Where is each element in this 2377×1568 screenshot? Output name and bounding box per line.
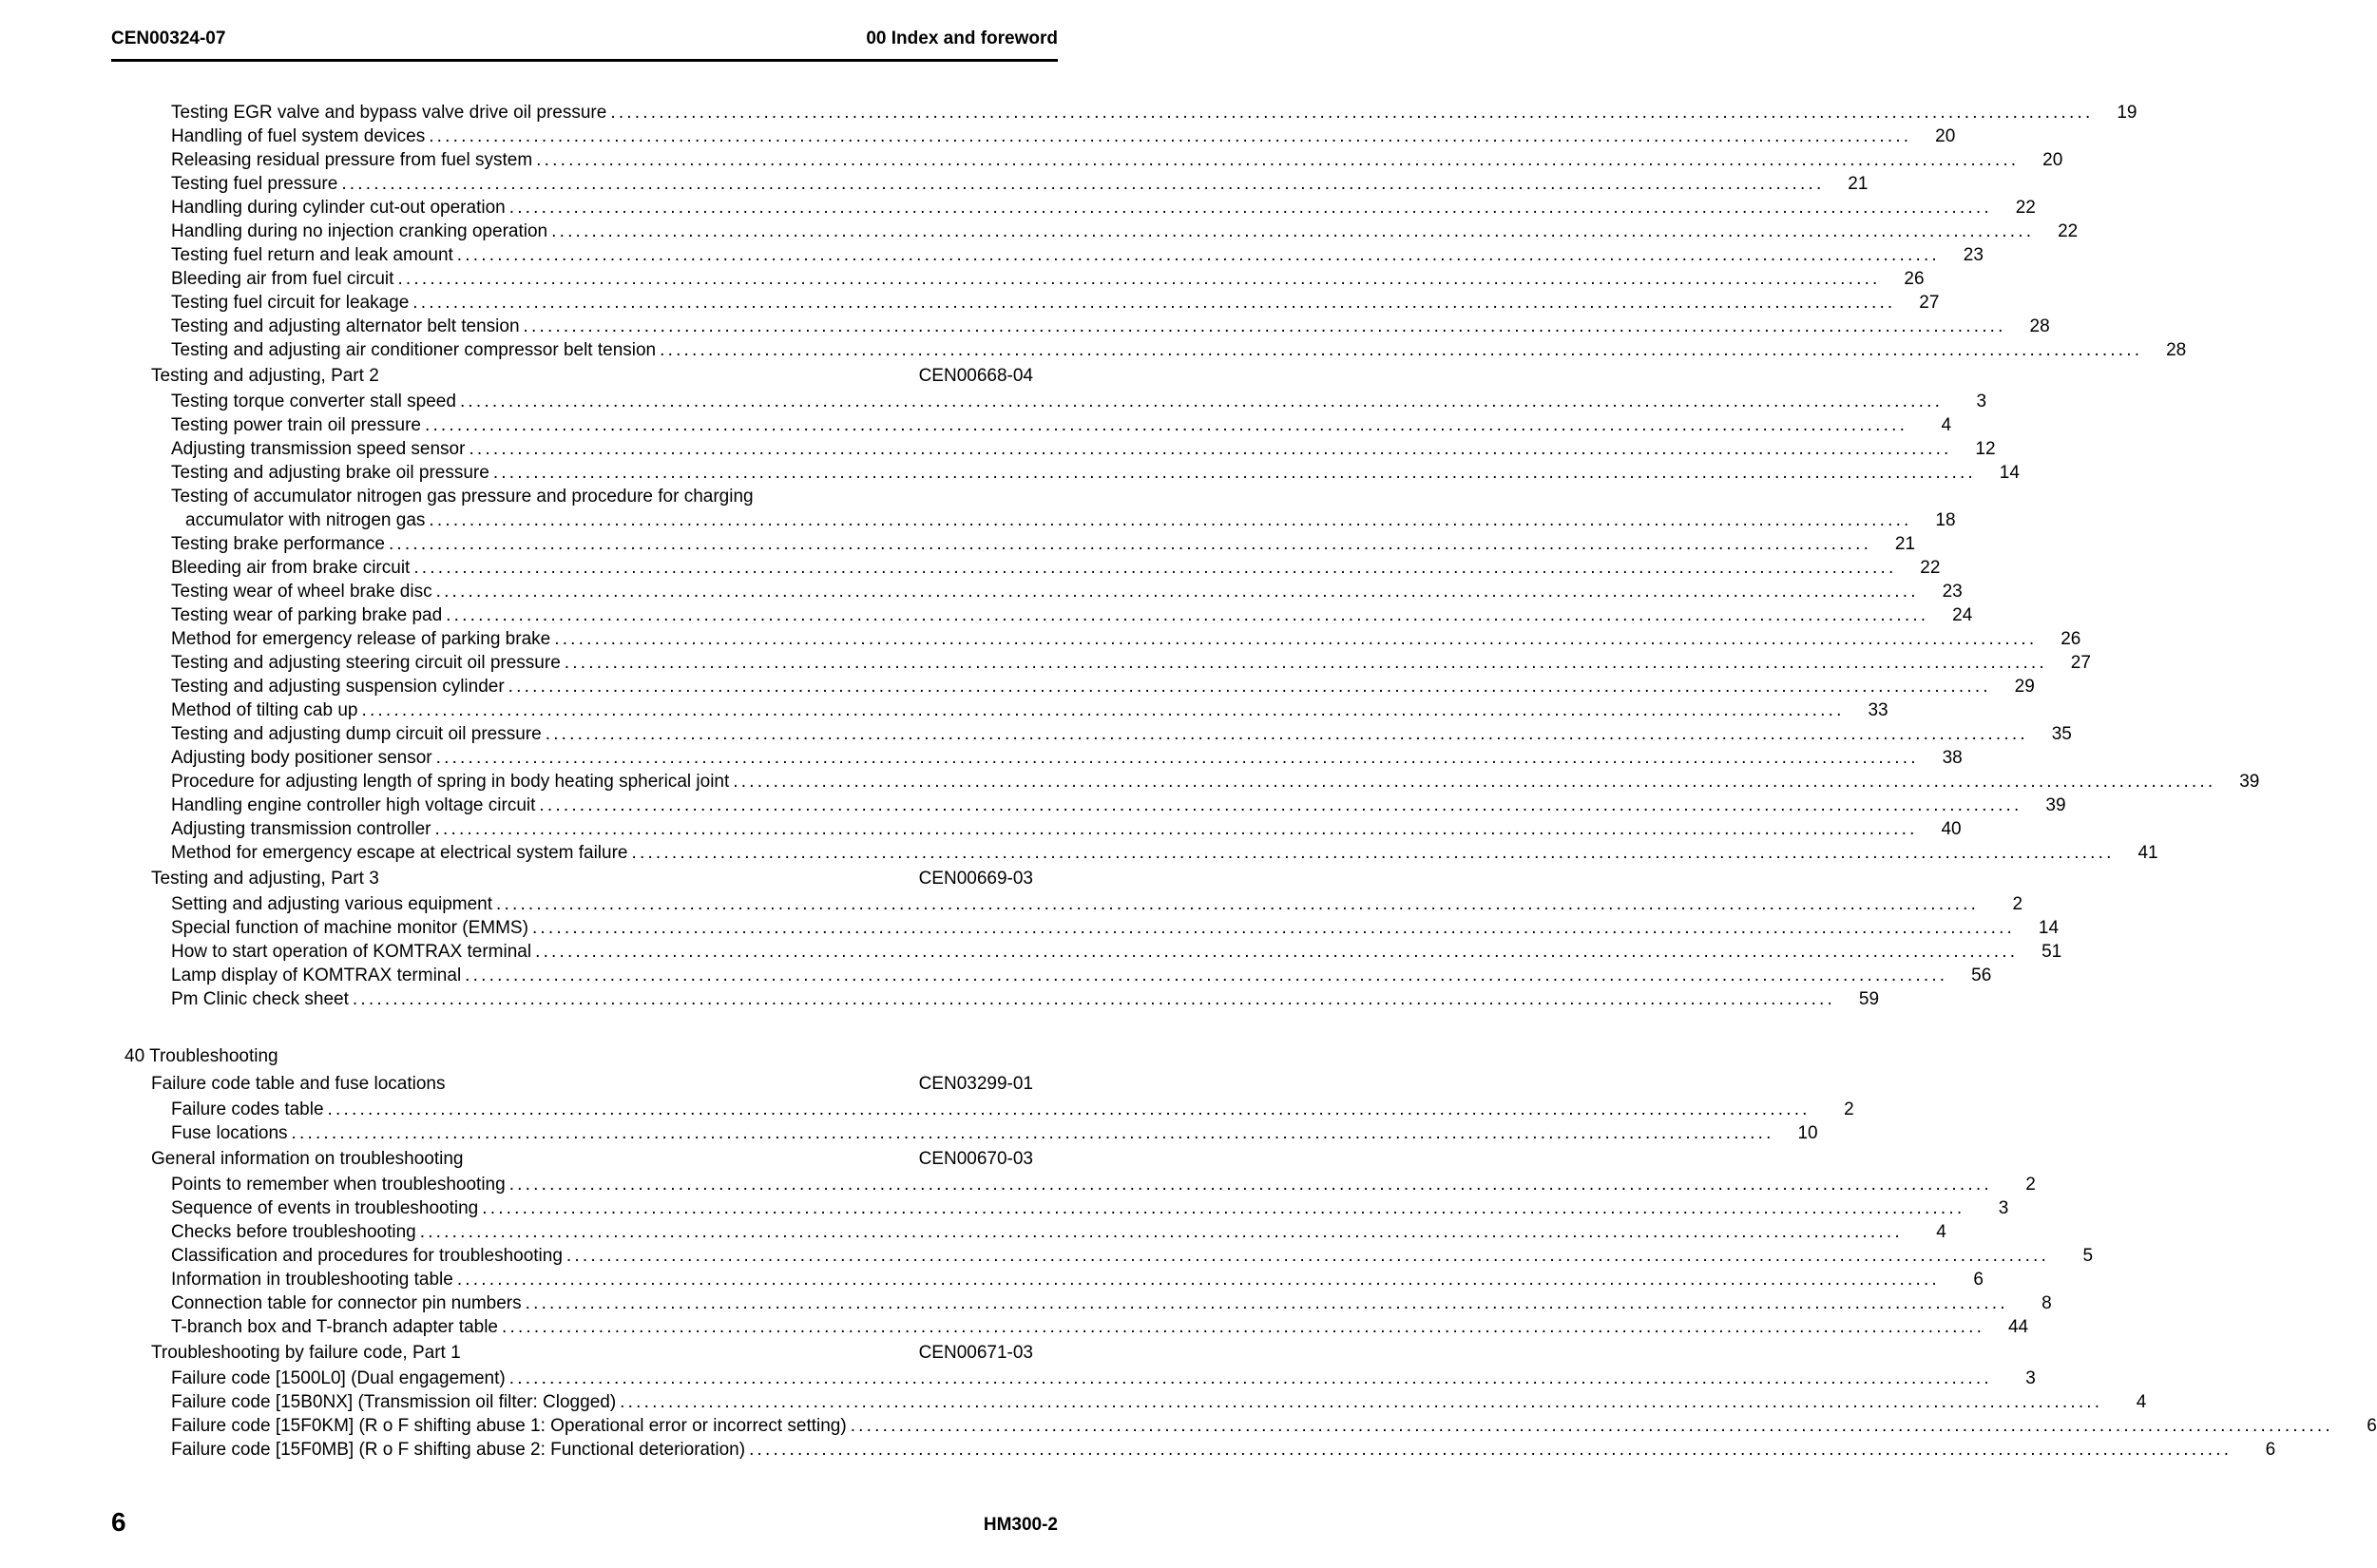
- section-doc-code: CEN00671-03: [918, 1343, 1033, 1363]
- dot-leader: [566, 1244, 2049, 1268]
- entry-title: Adjusting body positioner sensor: [171, 748, 432, 768]
- entry-title: Pm Clinic check sheet: [171, 989, 349, 1009]
- entry-title: Testing and adjusting brake oil pressure: [171, 463, 489, 483]
- entry-title: Testing torque converter stall speed: [171, 392, 456, 411]
- header-doc-code: CEN00324-07: [111, 29, 226, 48]
- dot-leader: [435, 817, 1918, 841]
- toc-section: [111, 362, 1033, 390]
- dot-leader: [341, 172, 1824, 196]
- toc-entry: [111, 243, 1984, 267]
- entry-page: 40: [1941, 819, 1962, 839]
- toc-entry: [111, 196, 2036, 220]
- entry-title: Information in troubleshooting table: [171, 1270, 453, 1290]
- toc-spacer: [111, 1011, 1033, 1042]
- toc-entry: [111, 220, 2079, 243]
- toc-entry: [111, 390, 1987, 413]
- dot-leader: [851, 1414, 2333, 1438]
- toc-entry: [111, 987, 1880, 1011]
- entry-page: 6: [2367, 1416, 2377, 1436]
- dot-leader: [493, 461, 1976, 485]
- section-doc-code: CEN00669-03: [918, 869, 1033, 889]
- entry-page: 26: [2061, 629, 2081, 649]
- toc-entry: [111, 267, 1925, 291]
- entry-page: 10: [1797, 1123, 1818, 1143]
- toc-entry: [111, 675, 2035, 698]
- toc-entry: [111, 841, 2158, 865]
- toc-entry: [111, 722, 2072, 746]
- entry-title: Testing fuel pressure: [171, 174, 338, 194]
- dot-leader: [532, 916, 2015, 940]
- toc-entry: [111, 148, 2063, 172]
- entry-page: 8: [2042, 1293, 2052, 1313]
- entry-title: Testing and adjusting alternator belt tension: [171, 316, 520, 336]
- dot-leader: [457, 243, 1940, 267]
- entry-title: Testing and adjusting dump circuit oil pressure: [171, 724, 542, 744]
- entry-page: 41: [2137, 843, 2158, 863]
- entry-title: Failure codes table: [171, 1100, 324, 1119]
- dot-leader: [436, 580, 1919, 603]
- toc-entry: [111, 651, 2091, 675]
- entry-title: Method for emergency release of parking brake: [171, 629, 551, 649]
- entry-page: 18: [1935, 510, 1956, 530]
- entry-page: 6: [1973, 1270, 1984, 1290]
- dot-leader: [632, 841, 2115, 865]
- entry-title: Setting and adjusting various equipment: [171, 894, 493, 914]
- entry-title: T-branch box and T-branch adapter table: [171, 1317, 498, 1337]
- entry-page: 33: [1868, 700, 1888, 720]
- entry-page: 39: [2045, 795, 2066, 815]
- dot-leader: [660, 338, 2142, 362]
- entry-page: 23: [1942, 582, 1963, 602]
- dot-leader: [509, 196, 1992, 220]
- dot-leader: [526, 1291, 2008, 1315]
- entry-title: Failure code [15B0NX] (Transmission oil filter: Clogged): [171, 1392, 617, 1412]
- toc-section: [111, 865, 1033, 892]
- entry-page: 4: [2136, 1392, 2147, 1412]
- entry-title: Method for emergency escape at electrical system failure: [171, 843, 628, 863]
- toc-entry: [111, 817, 1962, 841]
- dot-leader: [482, 1196, 1965, 1220]
- entry-page: 28: [2166, 340, 2187, 360]
- entry-page: 2: [1844, 1100, 1854, 1119]
- entry-page: 14: [2038, 918, 2060, 938]
- entry-title: Connection table for connector pin numbers: [171, 1293, 522, 1313]
- entry-title: Adjusting transmission controller: [171, 819, 431, 839]
- toc-entry: [111, 101, 2137, 124]
- dot-leader: [420, 1220, 1903, 1244]
- toc-entry: [111, 964, 1992, 987]
- dot-leader: [524, 315, 2006, 338]
- toc-entry: [111, 1098, 1854, 1121]
- dot-leader: [536, 148, 2019, 172]
- dot-leader: [425, 413, 1907, 437]
- entry-page: 2: [2025, 1175, 2036, 1195]
- entry-page: 23: [1963, 245, 1984, 265]
- dot-leader: [565, 651, 2047, 675]
- toc-entry: [111, 746, 1963, 770]
- entry-page: 21: [1894, 534, 1916, 554]
- toc-category: [111, 1042, 1033, 1070]
- entry-page: 38: [1942, 748, 1963, 768]
- dot-leader: [457, 1268, 1940, 1291]
- entry-title: Classification and procedures for troubleshooting: [171, 1246, 563, 1266]
- entry-title: Testing wear of wheel brake disc: [171, 582, 432, 602]
- entry-page: 6: [2265, 1440, 2276, 1460]
- entry-page: 3: [1998, 1198, 2009, 1218]
- entry-title: Failure code [1500L0] (Dual engagement): [171, 1368, 506, 1388]
- toc-entry: [111, 1173, 2036, 1196]
- toc-entry: [111, 124, 1956, 148]
- dot-leader: [353, 987, 1835, 1011]
- toc-entry: [111, 338, 2187, 362]
- entry-page: 27: [2070, 653, 2091, 673]
- toc-entry: [111, 1390, 2147, 1414]
- entry-title: Failure code [15F0KM] (R o F shifting abuse 1: Operational error or incorrect setting): [171, 1416, 847, 1436]
- entry-title: Bleeding air from fuel circuit: [171, 269, 394, 289]
- toc-section: [111, 1070, 1033, 1098]
- entry-title: Points to remember when troubleshooting: [171, 1175, 506, 1195]
- entry-page: 59: [1858, 989, 1880, 1009]
- toc-entry: [111, 1291, 2052, 1315]
- dot-leader: [509, 1173, 1992, 1196]
- dot-leader: [465, 964, 1947, 987]
- entry-title: Handling during cylinder cut-out operation: [171, 198, 506, 218]
- dot-leader: [412, 291, 1895, 315]
- dot-leader: [469, 437, 1951, 461]
- section-title: Testing and adjusting, Part 2: [151, 366, 379, 386]
- toc-entry: [111, 1220, 1946, 1244]
- toc-section: [111, 1339, 1033, 1367]
- toc-entry: [111, 413, 1952, 437]
- dot-leader: [733, 770, 2215, 794]
- dot-leader: [446, 603, 1928, 627]
- dot-leader: [509, 1367, 1992, 1390]
- entry-page: 22: [2058, 221, 2079, 241]
- entry-title: Handling engine controller high voltage circuit: [171, 795, 536, 815]
- toc-entry: [111, 1121, 1818, 1145]
- dot-leader: [502, 1315, 1984, 1339]
- toc-entry-continuation: [111, 508, 1956, 532]
- entry-page: 20: [2042, 150, 2063, 170]
- entry-title: Lamp display of KOMTRAX terminal: [171, 966, 462, 985]
- toc-entry: [111, 603, 1973, 627]
- dot-leader: [551, 220, 2034, 243]
- dot-leader: [413, 556, 1896, 580]
- toc-entry: [111, 172, 1869, 196]
- entry-page: 14: [1999, 463, 2020, 483]
- entry-page: 19: [2117, 103, 2137, 123]
- section-doc-code: CEN03299-01: [918, 1074, 1033, 1094]
- section-title: Failure code table and fuse locations: [151, 1074, 446, 1094]
- toc-entry: [111, 580, 1963, 603]
- entry-title: Handling of fuel system devices: [171, 126, 426, 146]
- toc-entry: [111, 892, 2023, 916]
- entry-title: Testing wear of parking brake pad: [171, 605, 443, 625]
- entry-title: Adjusting transmission speed sensor: [171, 439, 466, 459]
- toc-entry: [111, 1244, 2094, 1268]
- toc-entry: [111, 627, 2081, 651]
- entry-title: accumulator with nitrogen gas: [185, 510, 426, 530]
- section-title: Troubleshooting by failure code, Part 1: [151, 1343, 461, 1363]
- toc-entry: [111, 916, 2060, 940]
- toc-entry: [111, 794, 2066, 817]
- entry-title: Checks before troubleshooting: [171, 1222, 416, 1242]
- entry-title: Failure code [15F0MB] (R o F shifting abuse 2: Functional deterioration): [171, 1440, 746, 1460]
- toc-entry: [111, 770, 2260, 794]
- header-section-title: 00 Index and foreword: [866, 29, 1058, 48]
- dot-leader: [610, 101, 2093, 124]
- toc-entry: [111, 1414, 2377, 1438]
- entry-page: 20: [1935, 126, 1956, 146]
- entry-title: Method of tilting cab up: [171, 700, 358, 720]
- entry-page: 12: [1975, 439, 1996, 459]
- entry-page: 5: [2082, 1246, 2094, 1266]
- entry-title: Testing EGR valve and bypass valve drive oil pressure: [171, 103, 607, 123]
- entry-title: Releasing residual pressure from fuel system: [171, 150, 533, 170]
- entry-page: 39: [2239, 772, 2260, 792]
- header-rule: [111, 59, 1058, 62]
- toc-entry: [111, 485, 1033, 508]
- toc-entry: [111, 698, 1888, 722]
- toc-entry: [111, 1367, 2036, 1390]
- dot-leader: [436, 746, 1919, 770]
- dot-leader: [361, 698, 1844, 722]
- entry-page: 21: [1848, 174, 1869, 194]
- dot-leader: [496, 892, 1979, 916]
- dot-leader: [460, 390, 1943, 413]
- category-title: 40 Troubleshooting: [125, 1046, 278, 1066]
- entry-page: 4: [1936, 1222, 1946, 1242]
- entry-page: 22: [1920, 558, 1941, 578]
- entry-title: Testing fuel circuit for leakage: [171, 293, 410, 313]
- dot-leader: [749, 1438, 2232, 1462]
- footer-page-number: 6: [111, 1507, 126, 1537]
- entry-page: 56: [1971, 966, 1992, 985]
- section-doc-code: CEN00668-04: [918, 366, 1033, 386]
- entry-page: 29: [2014, 677, 2035, 697]
- entry-title: Procedure for adjusting length of spring in body heating spherical joint: [171, 772, 730, 792]
- dot-leader: [508, 675, 1991, 698]
- footer-model: HM300-2: [983, 1515, 1058, 1535]
- dot-leader: [554, 627, 2037, 651]
- section-title: Testing and adjusting, Part 3: [151, 869, 379, 889]
- entry-title: Sequence of events in troubleshooting: [171, 1198, 479, 1218]
- table-of-contents: [111, 101, 2377, 1462]
- dot-leader: [292, 1121, 1774, 1145]
- entry-page: 28: [2029, 316, 2050, 336]
- section-doc-code: CEN00670-03: [918, 1149, 1033, 1169]
- entry-title: Testing and adjusting air conditioner compressor belt tension: [171, 340, 657, 360]
- entry-page: 4: [1941, 415, 1952, 435]
- entry-title: Testing power train oil pressure: [171, 415, 421, 435]
- entry-title: How to start operation of KOMTRAX terminal: [171, 942, 532, 962]
- entry-title: Handling during no injection cranking operation: [171, 221, 548, 241]
- entry-page: 2: [2012, 894, 2023, 914]
- dot-leader: [546, 722, 2028, 746]
- dot-leader: [389, 532, 1871, 556]
- entry-page: 24: [1952, 605, 1973, 625]
- dot-leader: [397, 267, 1880, 291]
- entry-title: Testing and adjusting steering circuit oil pressure: [171, 653, 561, 673]
- toc-entry: [111, 556, 1941, 580]
- toc-entry: [111, 1196, 2009, 1220]
- dot-leader: [535, 940, 2018, 964]
- entry-page: 35: [2051, 724, 2072, 744]
- entry-title: Testing fuel return and leak amount: [171, 245, 453, 265]
- entry-title: Testing brake performance: [171, 534, 385, 554]
- entry-title: Fuse locations: [171, 1123, 288, 1143]
- toc-entry: [111, 1268, 1984, 1291]
- entry-title: Testing and adjusting suspension cylinder: [171, 677, 505, 697]
- dot-leader: [429, 508, 1911, 532]
- toc-section: [111, 1145, 1033, 1173]
- entry-page: 27: [1919, 293, 1940, 313]
- entry-page: 44: [2007, 1317, 2029, 1337]
- dot-leader: [328, 1098, 1811, 1121]
- entry-page: 3: [2025, 1368, 2036, 1388]
- entry-title: Special function of machine monitor (EMMS): [171, 918, 528, 938]
- toc-entry: [111, 461, 2020, 485]
- entry-title: Bleeding air from brake circuit: [171, 558, 411, 578]
- toc-entry: [111, 532, 1916, 556]
- entry-page: 51: [2042, 942, 2062, 962]
- entry-title: Testing of accumulator nitrogen gas pressure and procedure for charging: [171, 487, 754, 507]
- entry-page: 3: [1976, 392, 1987, 411]
- toc-entry: [111, 1438, 2276, 1462]
- entry-page: 22: [2015, 198, 2036, 218]
- dot-leader: [429, 124, 1911, 148]
- toc-entry: [111, 437, 1996, 461]
- dot-leader: [620, 1390, 2102, 1414]
- section-title: General information on troubleshooting: [151, 1149, 464, 1169]
- entry-page: 26: [1904, 269, 1925, 289]
- toc-entry: [111, 291, 1940, 315]
- toc-entry: [111, 315, 2050, 338]
- toc-entry: [111, 940, 2062, 964]
- toc-entry: [111, 1315, 2029, 1339]
- dot-leader: [539, 794, 2022, 817]
